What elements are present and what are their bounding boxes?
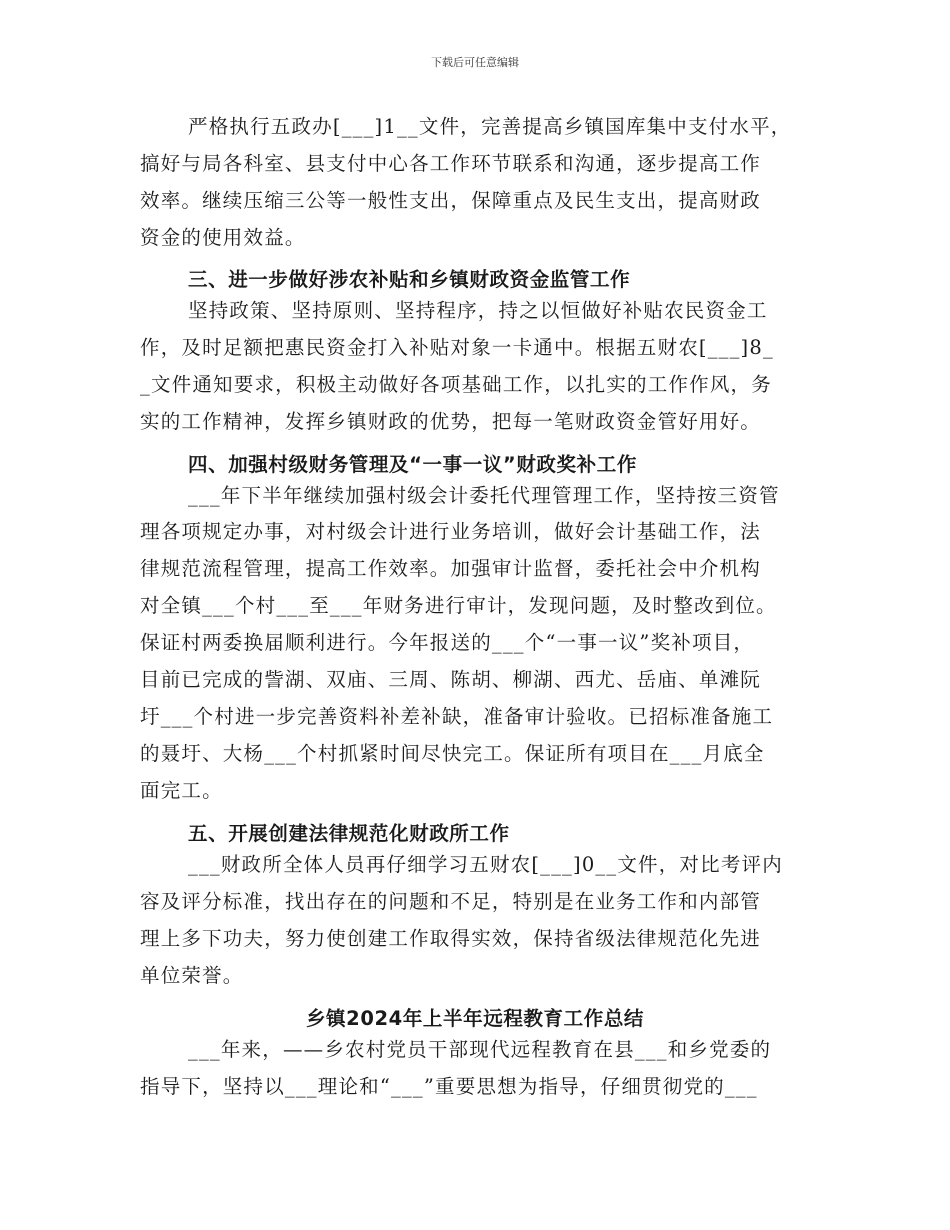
page-header: 下载后可任意编辑 bbox=[431, 56, 519, 69]
paragraph-line: 资金的使用效益。 bbox=[140, 226, 306, 249]
paragraph-line: 实的工作精神，发挥乡镇财政的优势，把每一笔财政资金管好用好。 bbox=[140, 410, 762, 433]
paragraph-line: 指导下，坚持以___理论和“___”重要思想为指导，仔细贯彻党的___ bbox=[140, 1075, 758, 1098]
paragraph-line: 对全镇___个村___至___年财务进行审计，发现问题，及时整改到位。 bbox=[140, 594, 777, 617]
paragraph-line: 坚持政策、坚持原则、坚持程序，持之以恒做好补贴农民资金工 bbox=[188, 299, 768, 322]
paragraph-line: 效率。继续压缩三公等一般性支出，保障重点及民生支出，提高财政 bbox=[140, 189, 762, 212]
paragraph-line: ___年下半年继续加强村级会计委托代理管理工作，坚持按三资管 bbox=[188, 484, 780, 507]
paragraph-line: 容及评分标准，找出存在的问题和不足，特别是在业务工作和内部管 bbox=[140, 890, 762, 913]
section-heading: 三、进一步做好涉农补贴和乡镇财政资金监管工作 bbox=[188, 268, 631, 291]
paragraph-line: 面完工。 bbox=[140, 779, 223, 802]
paragraph-line: ___财政所全体人员再仔细学习五财农[___]0__文件，对比考评内 bbox=[188, 853, 783, 876]
paragraph-line: 理各项规定办事，对村级会计进行业务培训，做好会计基础工作，法 bbox=[140, 520, 762, 543]
paragraph-line: ___年来，——乡农村党员干部现代远程教育在县___和乡党委的 bbox=[188, 1038, 772, 1061]
paragraph-line: 圩___个村进一步完善资料补差补缺，准备审计验收。已招标准备施工 bbox=[140, 705, 774, 728]
section-heading: 四、加强村级财务管理及“一事一议”财政奖补工作 bbox=[188, 453, 637, 476]
section-heading: 五、开展创建法律规范化财政所工作 bbox=[188, 822, 510, 845]
paragraph-line: 严格执行五政办[___]1__文件，完善提高乡镇国库集中支付水平， bbox=[188, 115, 792, 138]
paragraph-line: 的聂圩、大杨___个村抓紧时间尽快完工。保证所有项目在___月底全 bbox=[140, 742, 765, 765]
paragraph-line: 保证村两委换届顺利进行。今年报送的___个“一事一议”奖补项目， bbox=[140, 631, 755, 654]
paragraph-line: 搞好与局各科室、县支付中心各工作环节联系和沟通，逐步提高工作 bbox=[140, 152, 762, 175]
paragraph-line: 单位荣誉。 bbox=[140, 964, 244, 987]
paragraph-line: 作，及时足额把惠民资金打入补贴对象一卡通中。根据五财农[___]8_ bbox=[140, 336, 774, 359]
paragraph-line: _文件通知要求，积极主动做好各项基础工作，以扎实的工作作风，务 bbox=[140, 373, 772, 396]
paragraph-line: 目前已完成的訾湖、双庙、三周、陈胡、柳湖、西尤、岳庙、单滩阮 bbox=[140, 668, 762, 691]
paragraph-line: 理上多下功夫，努力使创建工作取得实效，保持省级法律规范化先进 bbox=[140, 927, 762, 950]
document-title: 乡镇2024年上半年远程教育工作总结 bbox=[305, 1007, 645, 1030]
paragraph-line: 律规范流程管理，提高工作效率。加强审计监督，委托社会中介机构 bbox=[140, 557, 762, 580]
